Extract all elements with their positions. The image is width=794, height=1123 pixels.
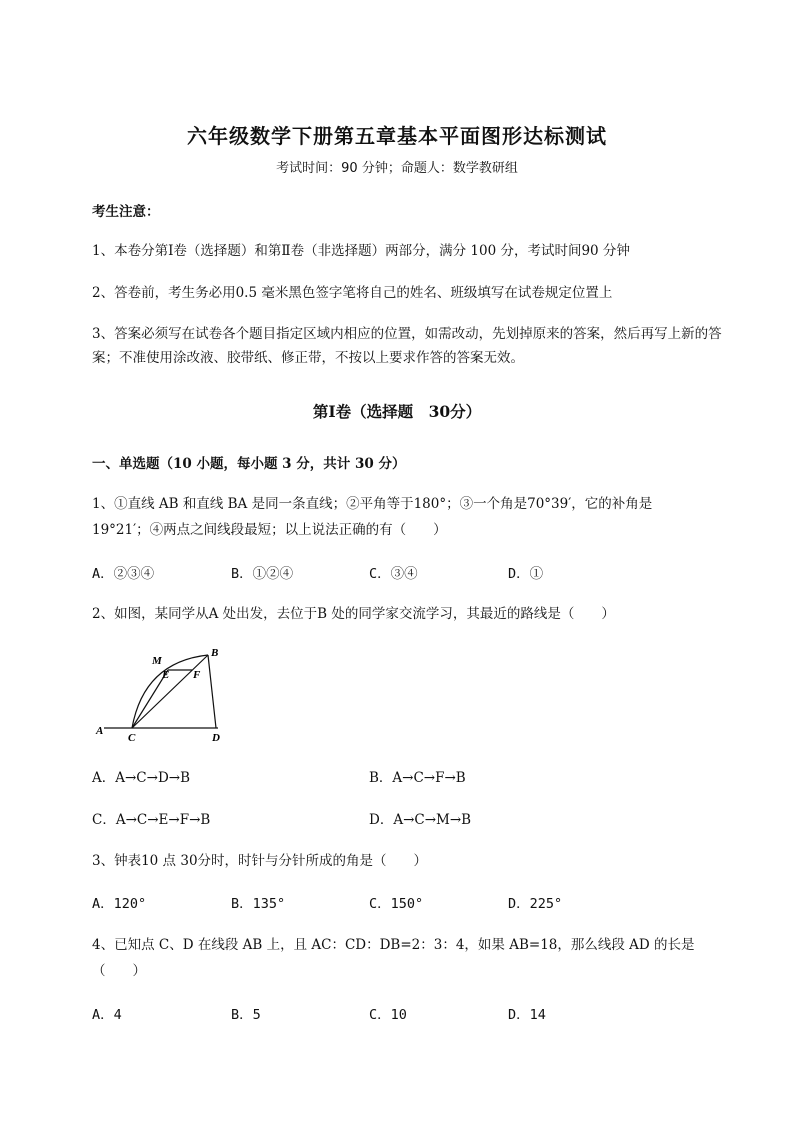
question-4-option-a: A．4 [92,1007,122,1023]
question-1-line-1: 1、①直线 AB 和直线 BA 是同一条直线；②平角等于180°；③一个角是70°39′，它的补角是 [92,496,653,512]
question-2-option-a: A．A→C→D→B [92,770,191,786]
question-1-option-a: A．②③④ [92,566,155,582]
question-4-line-1: 4、已知点 C、D 在线段 AB 上，且 AC：CD：DB=2：3：4，如果 AB=18，那么线段 AD 的长是 [92,937,695,953]
figure-label-m: M [152,655,162,667]
question-3-option-d: D．225° [508,896,563,912]
note-item-3: 3、答案必须写在试卷各个题目指定区域内相应的位置，如需改动，先划掉原来的答案，然后再写上新的答案；不准使用涂改液、胶带纸、修正带，不按以上要求作答的答案无效。 [92,326,722,366]
question-3-option-a: A．120° [92,896,147,912]
segment-bd [208,655,216,728]
document-title: 六年级数学下册第五章基本平面图形达标测试 [187,124,607,148]
question-3-option-c: C．150° [369,896,424,912]
question-4-option-b: B．5 [231,1007,261,1023]
segment-cb [132,655,208,728]
figure-label-a: A [96,725,104,737]
question-4-option-c: C．10 [369,1007,407,1023]
part-title: 一、单选题（10 小题，每小题 3 分，共计 30 分） [92,456,406,472]
figure-label-f: F [193,669,201,681]
question-3-line-1: 3、钟表10 点 30分时，时针与分针所成的角是（ ） [92,853,428,869]
note-item-1: 1、本卷分第Ⅰ卷（选择题）和第Ⅱ卷（非选择题）两部分，满分 100 分，考试时间90 分钟 [92,243,630,259]
section-title: 第Ⅰ卷（选择题 30分） [312,402,482,421]
figure-label-c: C [128,732,136,744]
question-1-option-b: B．①②④ [231,566,294,582]
question-2-option-d: D．A→C→M→B [369,812,472,828]
figure-label-e: E [162,669,170,681]
note-item-2: 2、答卷前，考生务必用0.5 毫米黑色签字笔将自己的姓名、班级填写在试卷规定位置上 [92,285,613,301]
question-1-line-2: 19°21′；④两点之间线段最短；以上说法正确的有（ ） [92,522,447,538]
question-4-line-2: （ ） [92,963,146,979]
question-4-option-d: D．14 [508,1007,546,1023]
question-2-line-1: 2、如图，某同学从A 处出发，去位于B 处的同学家交流学习，其最近的路线是（ ） [92,606,615,622]
figure-label-d: D [212,732,220,744]
question-3-option-b: B．135° [231,896,286,912]
question-1-option-c: C．③④ [369,566,418,582]
notes-heading: 考生注意： [92,204,160,220]
document-subtitle: 考试时间：90 分钟；命题人：数学教研组 [276,161,518,176]
question-1-option-d: D．① [508,566,544,582]
figure-label-b: B [211,647,219,659]
question-2-option-c: C．A→C→E→F→B [92,812,211,828]
question-2-figure [92,640,232,745]
question-2-option-b: B．A→C→F→B [369,770,466,786]
